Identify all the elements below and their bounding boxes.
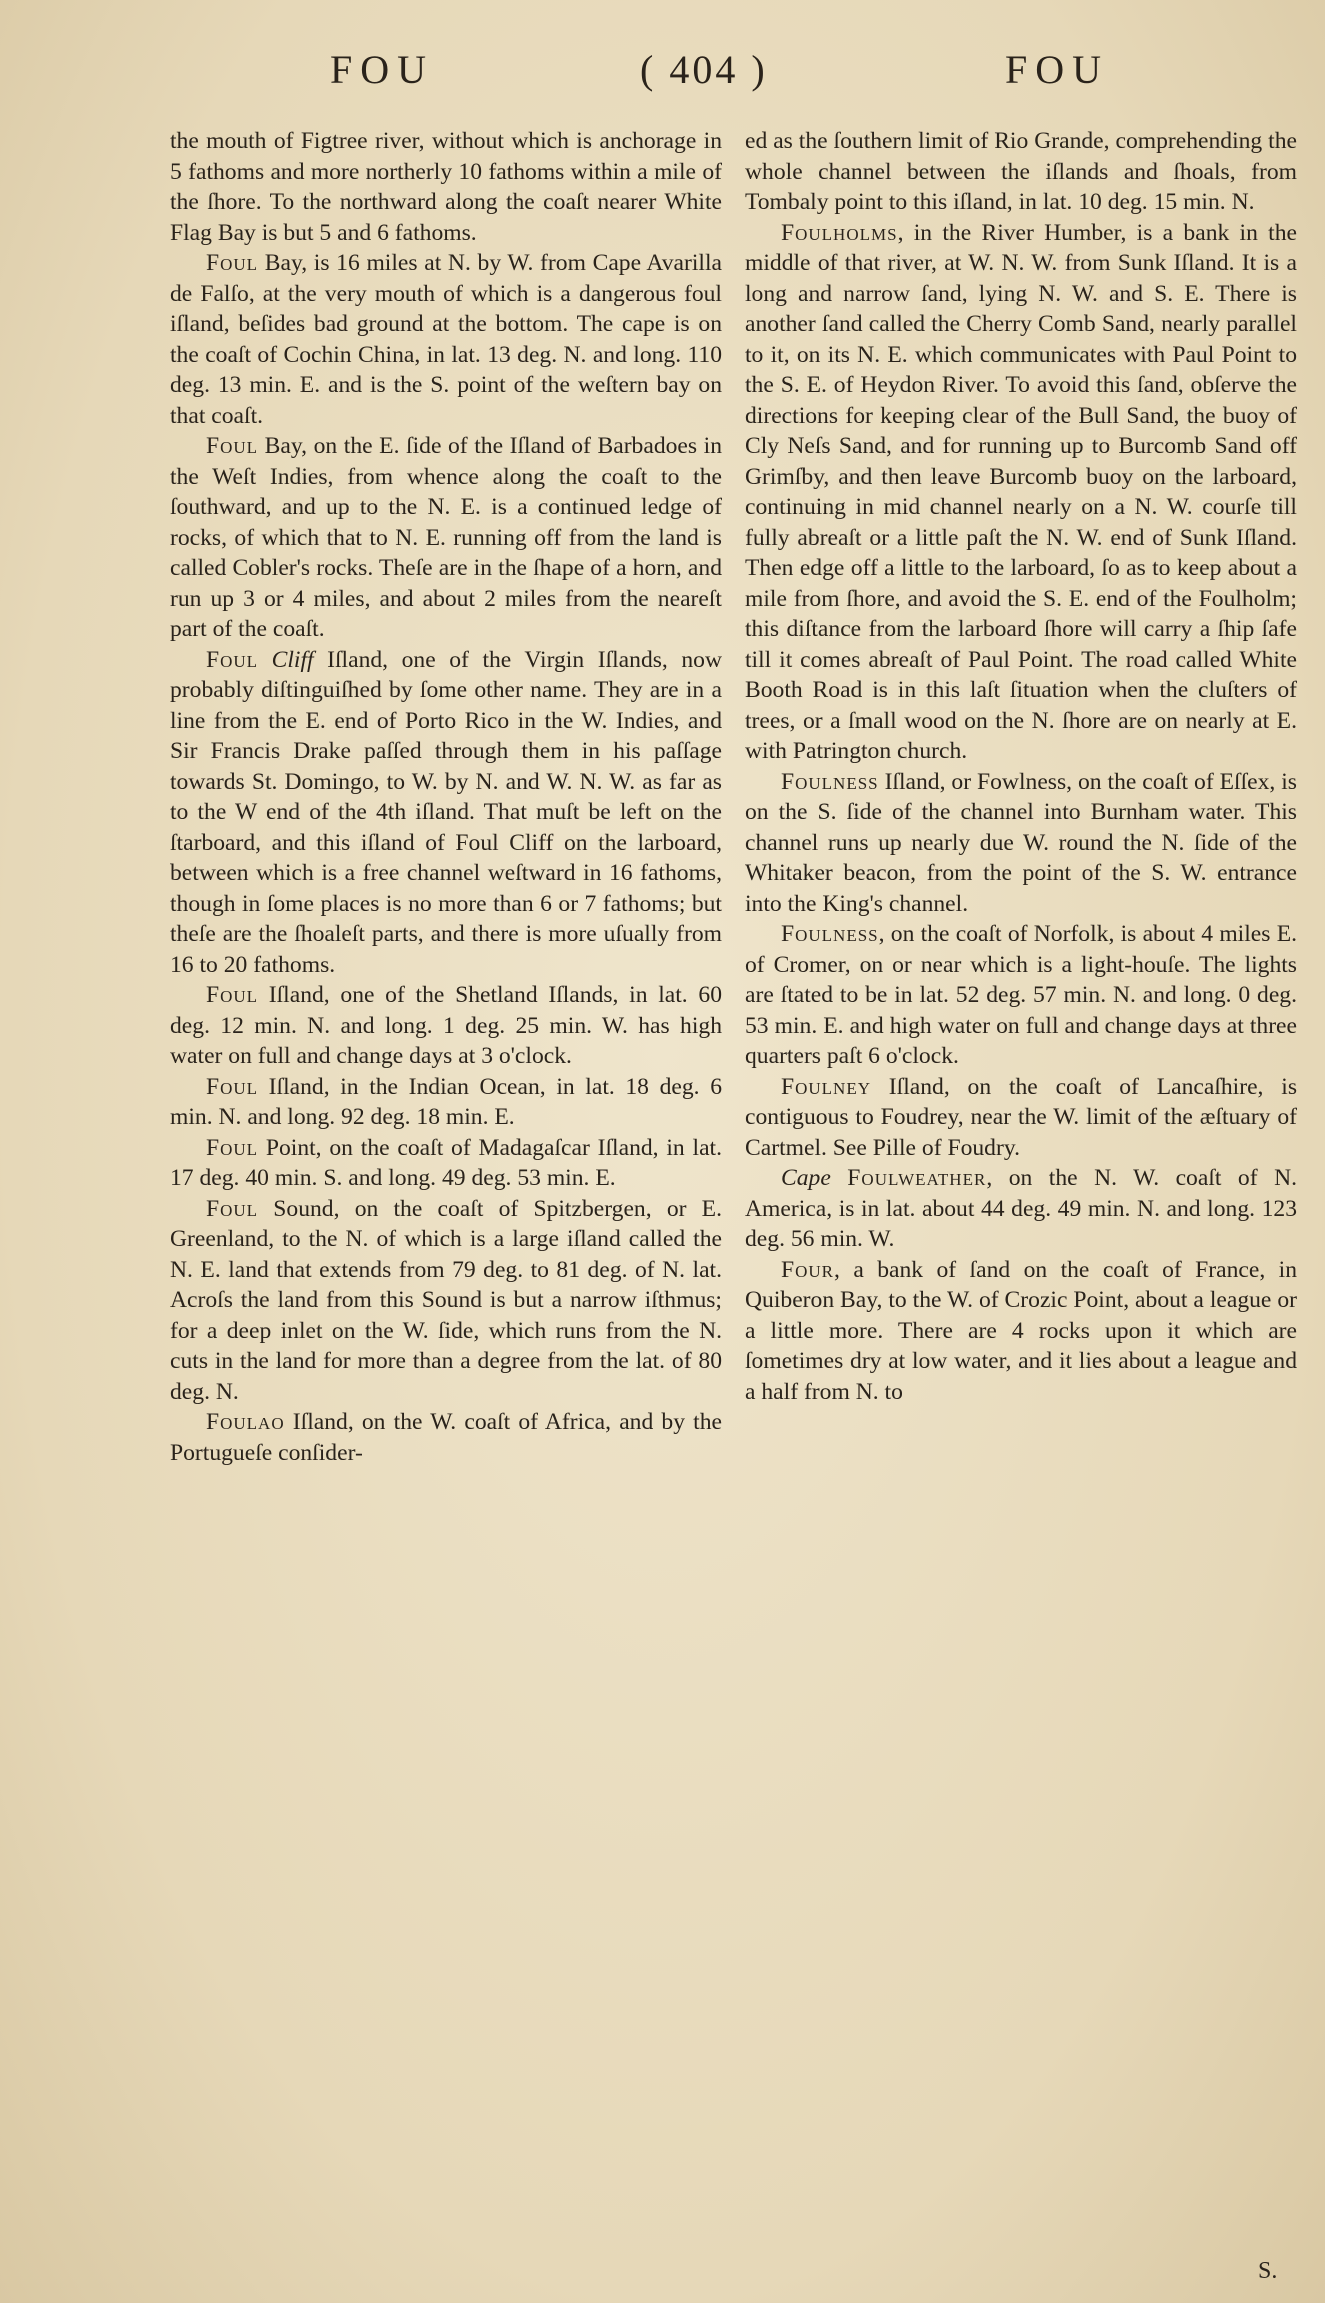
entry-four [745,1255,1297,1408]
entry-text: Iſland, one of the Virgin Iſlands, now probably diſtinguiſhed by ſome other name. They are in a line from the E. end of Porto Rico in the W. Indies, and Sir Francis Drake paſſed through them in his paſſage towards St. Domingo, to W. by N. and W. N. W. as far as to the W end of the 4th iſland. That muſt be left on the ſtarboard, and this iſland of Foul Cliff on the larboard, between which is a free channel weſtward in 16 fathoms, though in ſome places is no more than 6 or 7 fathoms; but theſe are the ſhoaleſt parts, and there is more uſually from 16 to 20 fathoms. [170,646,722,978]
entry-headword: Foulweather [847,1165,987,1191]
entry-headword: Four [781,1256,835,1283]
entry-text: Sound, on the coaſt of Spitzbergen, or E. Greenland, to the N. of which is a large iſland called the N. E. land that extends from 79 deg. to 81 deg. of N. lat. Acroſs the land from this Sound is but a narrow iſthmus; for a deep inlet on the W. ſide, which runs from the N. cuts in the land for more than a degree from the lat. of 80 deg. N. [170,1195,722,1405]
left-column [170,126,722,2266]
entry-text: Iſland, on the coaſt of Lancaſhire, is contiguous to Foudrey, near the W. limit of the æſtuary of Cartmel. See Pille of Foudry. [745,1073,1297,1161]
entry-headword: Foul [206,1073,259,1100]
entry-cape-foulweather [745,1163,1297,1255]
entry-foul-point [170,1133,722,1194]
continuation-text: ed as the ſouthern limit of Rio Grande, comprehending the whole channel between the iſlands and ſhoals, from Tombaly point to this iſland, in lat. 10 deg. 15 min. N. [745,128,1297,215]
entry-text: , a bank of ſand on the coaſt of France, in Quiberon Bay, to the W. of Crozic Point, about a league or a little more. There are 4 rocks upon it which are ſometimes dry at low water, and it lies about a league and a half from N. to [745,1256,1297,1405]
continuation-text: the mouth of Figtree river, without which is anchorage in 5 fathoms and more northerly 10 fathoms within a mile of the ſhore. To the northward along the coaſt nearer White Flag Bay is but 5 and 6 fathoms. [170,128,722,246]
catchword: S. [1258,2258,1278,2284]
entry-text: Iſland, or Fowlness, on the coaſt of Eſſex, is on the S. ſide of the channel into Burnham water. This channel runs up nearly due W. round the N. ſide of the Whitaker beacon, from the point of the S. W. entrance into the King's channel. [745,768,1297,917]
entry-foul-cliff-island [170,645,722,981]
entry-headword: Foulney [781,1073,871,1100]
entry-text: Bay, is 16 miles at N. by W. from Cape Avarilla de Falſo, at the very mouth of which is a dangerous foul iſland, beſides bad ground at the bottom. The cape is on the coaſt of Cochin China, in lat. 13 deg. N. and long. 110 deg. 13 min. E. and is the S. point of the weſtern bay on that coaſt. [170,250,722,429]
entry-foul-island-indian-ocean [170,1072,722,1133]
entry-text: Iſland, on the W. coaſt of Africa, and by the Portugueſe conſider- [170,1409,722,1466]
entry-headword: Foul [206,433,259,459]
entry-foulholms [745,218,1297,767]
entry-headword: Foul [206,1134,259,1161]
entry-headword: Foulness [781,768,879,795]
page-number: ( 404 ) [640,47,768,92]
entry-text: Iſland, one of the Shetland Iſlands, in lat. 60 deg. 12 min. N. and long. 1 deg. 25 min. W. has high water on full and change days at 3 o'clock. [170,982,722,1069]
entry-headword: Foul [206,646,259,673]
entry-foul-sound [170,1194,722,1408]
entry-headword: Foulness [781,921,879,947]
entry-text: , in the River Humber, is a bank in the middle of that river, at W. N. W. from Sunk Iſland. It is a long and narrow ſand, lying N. W. and S. E. There is another ſand called the Cherry Comb Sand, nearly parallel to it, on its N. E. which communicates with Paul Point to the S. E. of Heydon River. To avoid this ſand, obſerve the directions for keeping clear of the Bull Sand, the buoy of Cly Neſs Sand, and for running up to Burcomb Sand off Grimſby, and then leave Burcomb buoy on the larboard, continuing in mid channel nearly on a N. W. courſe till fully abreaſt or a little paſt the N. W. end of Sunk Iſland. Then edge off a little to the larboard, ſo as to keep about a mile from ſhore, and avoid the S. E. end of the Foulholm; this diſtance from the larboard ſhore will carry a ſhip ſafe till it comes abreaſt of Paul Point. The road called White Booth Road is in this laſt ſituation when the cluſters of trees, or a ſmall wood on the N. ſhore are on nearly at E. with Patrington church. [745,219,1297,764]
entry-text: Iſland, in the Indian Ocean, in lat. 18 deg. 6 min. N. and long. 92 deg. 18 min. E. [170,1073,722,1130]
entry-text: , on the N. W. coaſt of N. America, is in lat. about 44 deg. 49 min. N. and long. 123 deg. 56 min. W. [745,1165,1297,1252]
entry-headword: Foul [206,982,259,1008]
entry-foul-bay-barbadoes [170,431,722,645]
entry-text: Bay, on the E. ſide of the Iſland of Barbadoes in the Weſt Indies, from whence along the coaſt to the ſouthward, and up to the N. E. is a continued ledge of rocks, of which that to N. E. running off from the land is called Cobler's rocks. Theſe are in the ſhape of a horn, and run up 3 or 4 miles, and about 2 miles from the neareſt part of the coaſt. [170,433,722,642]
header-right-headword: FOU [1005,47,1110,92]
running-header [0,46,1325,106]
entry-prefix: Cape [781,1165,848,1191]
entry-text: Point, on the coaſt of Madagaſcar Iſland, in lat. 17 deg. 40 min. S. and long. 49 deg. 53 min. E. [170,1134,722,1191]
right-column [745,126,1297,2266]
entry-italic-word: Cliff [271,646,314,673]
entry-headword: Foulholms [781,219,898,246]
entry-foulness-essex [745,767,1297,920]
entry-headword: Foul [206,1195,259,1222]
entry-foulney-island [745,1072,1297,1164]
entry-foulness-norfolk [745,919,1297,1072]
entry-headword: Foulao [206,1409,285,1435]
header-left-headword: FOU [330,47,435,92]
entry-foul-island-shetland [170,980,722,1072]
entry-text: , on the coaſt of Norfolk, is about 4 miles E. of Cromer, on or near which is a light-houſe. The lights are ſtated to be in lat. 52 deg. 57 min. N. and long. 0 deg. 53 min. E. and high water on full and change days at three quarters paſt 6 o'clock. [745,921,1297,1069]
entry-foulao-island [170,1407,722,1468]
entry-foul-bay-cochin [170,248,722,431]
entry-headword: Foul [206,250,259,276]
